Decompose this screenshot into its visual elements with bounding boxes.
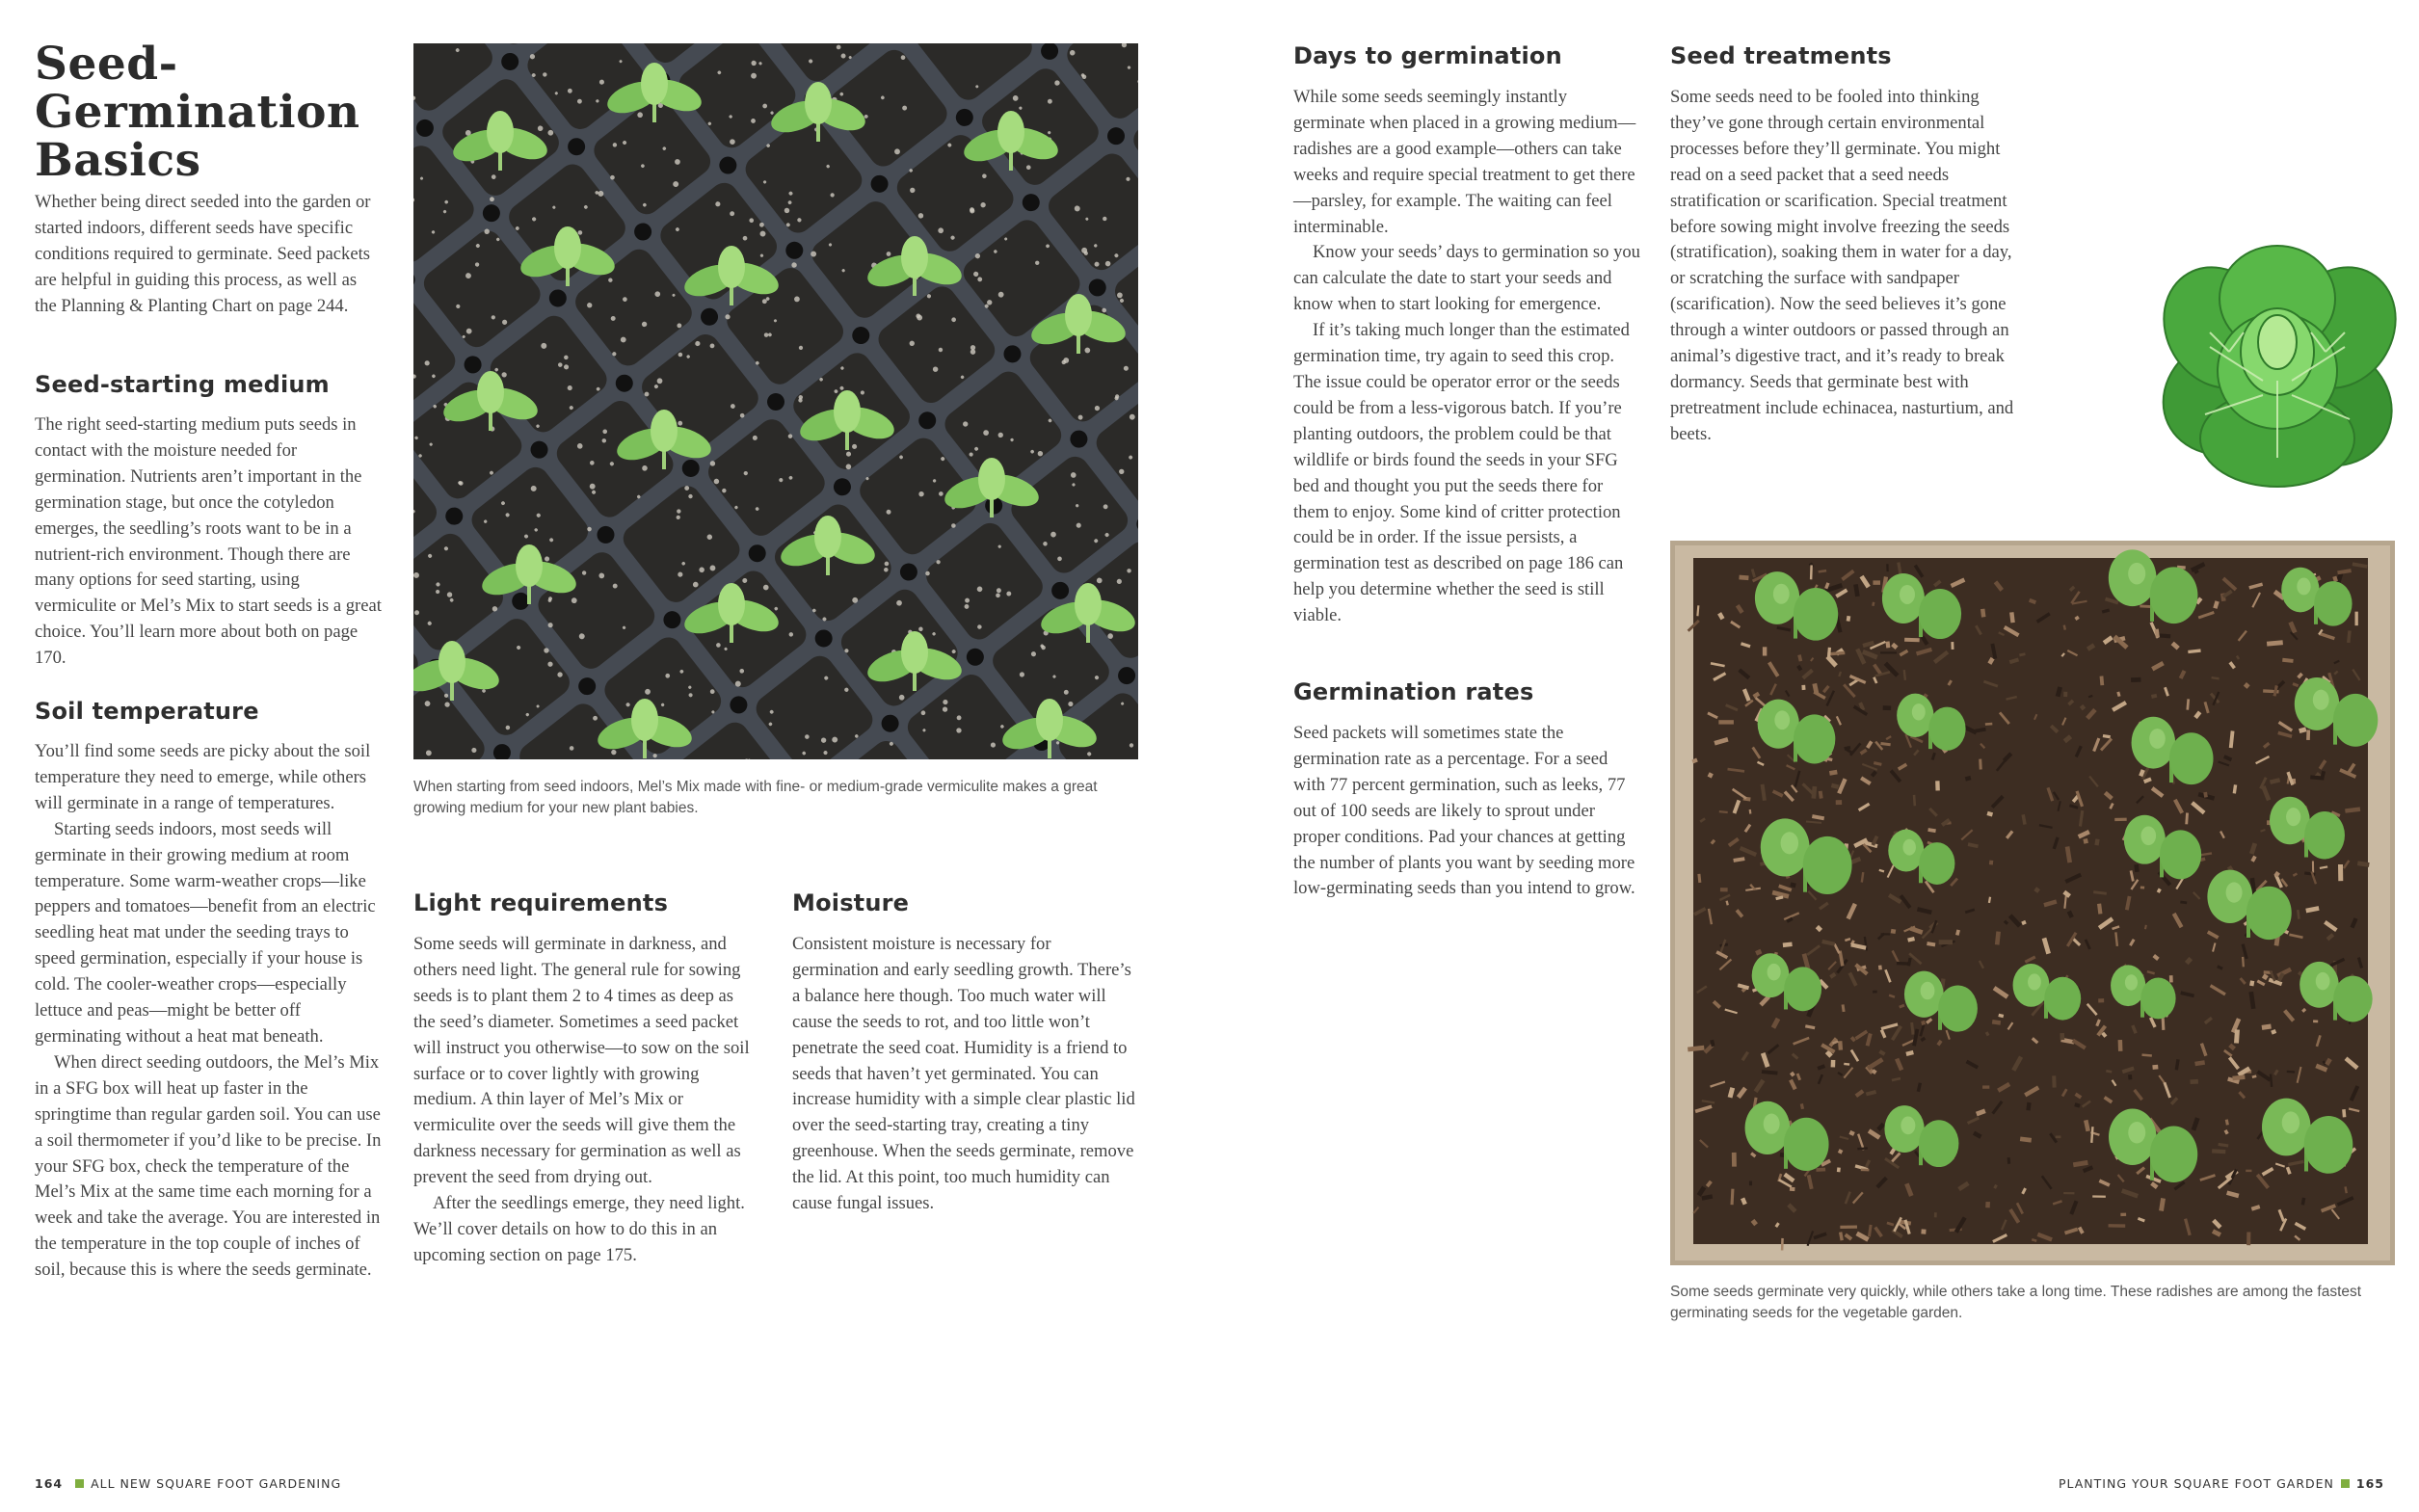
seed-treatments-text: Some seeds need to be fooled into thinking they’ve gone through certain environmental processes before they’ll germinate. You might read on a seed packet that a seed needs stratification or scarification. Special treatment before sowing might involve freezing the seeds (stratification), soaking them in water for a day, or scratching the surface with sandpaper (scarification). Now the seed believes it’s gone through a winter outdoors or passed through an animal’s digestive tract, and it’s ready to break dormancy. Seeds that germinate best with pretreatment include echinacea, nasturtium, and beets. bbox=[1670, 87, 2014, 444]
radish-bed-illustration bbox=[1670, 541, 2395, 1265]
heading-seed-starting-medium: Seed-starting medium bbox=[35, 371, 330, 398]
radish-bed-photo bbox=[1670, 541, 2395, 1265]
left-folio bbox=[35, 1476, 341, 1491]
heading-days-to-germination: Days to germination bbox=[1293, 42, 1562, 69]
left-page-number: 164 bbox=[35, 1476, 64, 1491]
folio-square-icon bbox=[75, 1479, 84, 1488]
right-folio bbox=[2059, 1476, 2384, 1491]
folio-square-icon bbox=[2341, 1479, 2350, 1488]
page-title: Seed- Germination Basics bbox=[35, 38, 360, 187]
heading-germination-rates: Germination rates bbox=[1293, 678, 1534, 705]
medium-paragraph: The right seed-starting medium puts seeds in contact with the moisture needed for germination. Nutrients aren’t important in the germination stage, but once the cotyledon emerges, the seedling’s roots want to be in a nutrient-rich environment. Though there are many options for seed starting, using vermiculite or Mel’s Mix to start seeds is a great choice. You’ll learn more about both on page 170. bbox=[35, 414, 382, 669]
moisture-text: Consistent moisture is necessary for germination and early seedling growth. There’s a balance here though. Too much water will cause the seeds to rot, and too little won’t penetrate the seed coat. Humidity is a friend to seeds that haven’t yet germinated. You can increase humidity with a simple clear plastic lid over the seed-starting tray, creating a tiny greenhouse. When the seeds germinate, remove the lid. At this point, too much humidity can cause fungal issues. bbox=[792, 934, 1135, 1214]
heading-moisture: Moisture bbox=[792, 889, 910, 916]
lettuce-illustration bbox=[2152, 236, 2403, 496]
heading-seed-treatments: Seed treatments bbox=[1670, 42, 1892, 69]
light-requirements-text: Some seeds will germinate in darkness, and others need light. The general rule for sowing seeds is to plant them 2 to 4 times as deep as the seed’s diameter. Sometimes a seed packet will instruct you otherwise—to sow on the soil surface or to cover lightly with growing medium. A thin layer of Mel’s Mix or vermiculite over the seeds will give them the darkness necessary for germination as well as prevent the seed from drying out. After the seedlings emerge, they need light. We’ll cover details on how to do this in an upcoming section on page 175. bbox=[413, 934, 750, 1265]
left-running-head: ALL NEW SQUARE FOOT GARDENING bbox=[91, 1476, 342, 1491]
days-to-germination-text: While some seeds seemingly instantly germinate when placed in a growing medium—radishes are a good example—others can take weeks and require special treatment to get there—parsley, for example. The waiting can feel interminable. Know your seeds’ days to germination so you can calculate the date to start your seeds and know when to start looking for emergence. If it’s taking much longer than the estimated germination time, try again to seed this crop. The issue could be operator error or the seeds could be from a less-vigorous batch. If you’re planting outdoors, the problem could be that wildlife or birds found the seeds in your SFG bed and thought you put the seeds there for them to enjoy. Some kind of critter protection could be in order. If the issue persists, a germination test as described on page 186 can help you determine whether the seed is still viable. bbox=[1293, 87, 1640, 626]
right-page-number: 165 bbox=[2355, 1476, 2384, 1491]
radish-bed-caption: Some seeds germinate very quickly, while others take a long time. These radishes are among the fastest germinating seeds for the vegetable garden. bbox=[1670, 1284, 2362, 1321]
seed-tray-caption: When starting from seed indoors, Mel’s Mix made with fine- or medium-grade vermiculite makes a great growing medium for your new plant babies. bbox=[413, 779, 1098, 816]
seed-tray-illustration bbox=[413, 43, 1138, 759]
heading-soil-temperature: Soil temperature bbox=[35, 698, 259, 725]
germination-rates-text: Seed packets will sometimes state the germination rate as a percentage. For a seed with 77 percent germination, such as leeks, 77 out of 100 seeds are likely to sprout under proper conditions. Pad your chances at getting the number of plants you want by seeding more low-germinating seeds than you intend to grow. bbox=[1293, 723, 1635, 899]
soil-temperature-text: You’ll find some seeds are picky about the soil temperature they need to emerge, while others will germinate in a range of temperatures. Starting seeds indoors, most seeds will germinate in their growing medium at room temperature. Some warm-weather crops—like peppers and tomatoes—benefit from an electric seedling heat mat under the seeding trays to speed germination, especially if your house is cold. The cooler-weather crops—especially lettuce and peas—might be better off germinating without a heat mat beneath. When direct seeding outdoors, the Mel’s Mix in a SFG box will heat up faster in the springtime than regular garden soil. You can use a soil thermometer if you’d like to be precise. In your SFG box, check the temperature of the Mel’s Mix at the same time each morning for a week and take the average. You are interested in the temperature in the top couple of inches of soil, because this is where the seeds germinate. bbox=[35, 741, 382, 1281]
heading-light-requirements: Light requirements bbox=[413, 889, 669, 916]
seed-tray-photo bbox=[413, 43, 1138, 759]
intro-paragraph: Whether being direct seeded into the garden or started indoors, different seeds have specific conditions required to germinate. Seed packets are helpful in guiding this process, as well as the Planning & Planting Chart on page 244. bbox=[35, 192, 371, 316]
right-running-head: PLANTING YOUR SQUARE FOOT GARDEN bbox=[2058, 1476, 2334, 1491]
